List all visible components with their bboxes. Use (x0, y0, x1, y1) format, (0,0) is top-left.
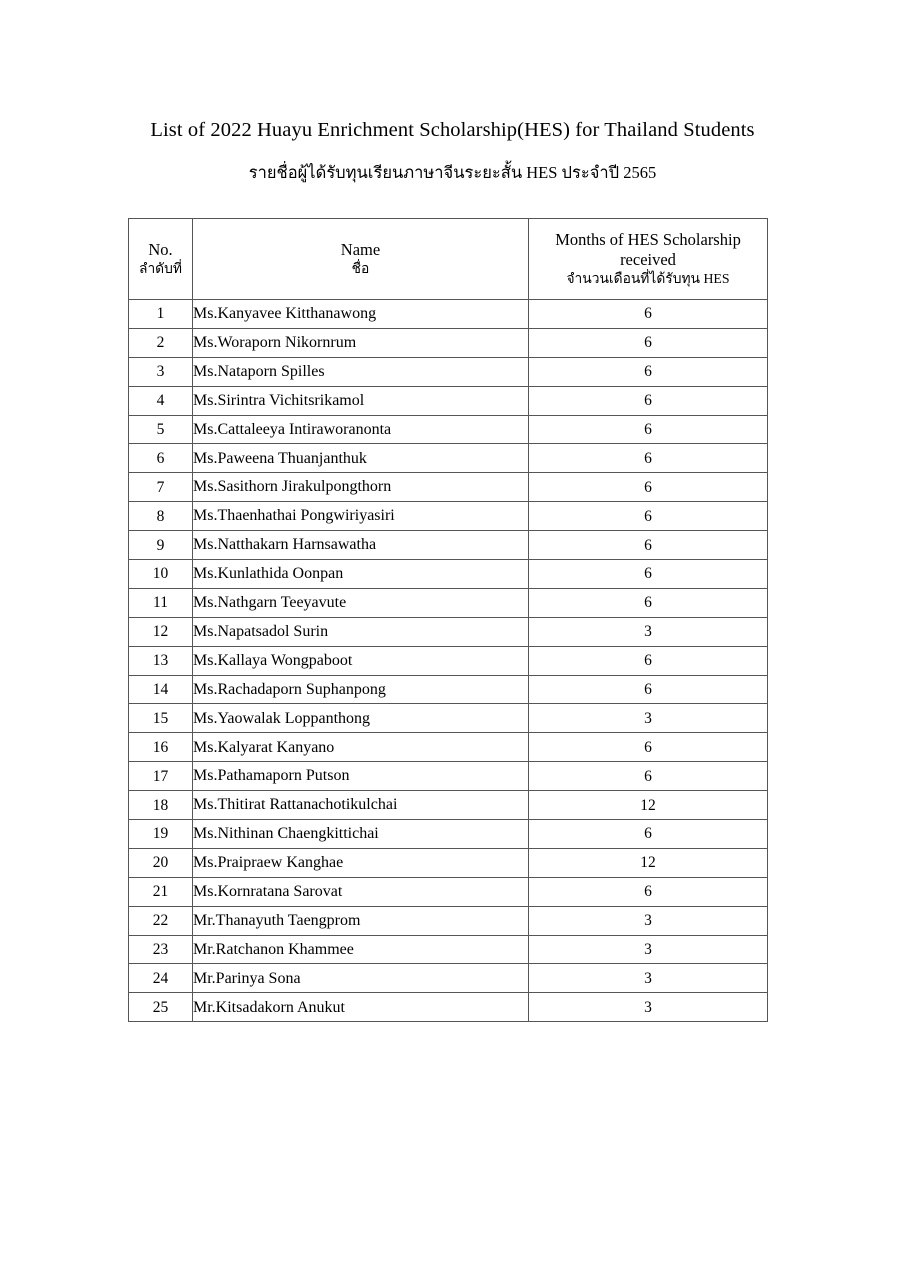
table-row (129, 328, 768, 357)
cell-name: Ms.Nithinan Chaengkittichai (193, 820, 529, 849)
table-row (129, 560, 768, 589)
cell-months: 6 (529, 300, 768, 329)
cell-months: 6 (529, 473, 768, 502)
cell-no: 10 (129, 560, 193, 589)
cell-months: 6 (529, 675, 768, 704)
cell-name: Ms.Thitirat Rattanachotikulchai (193, 791, 529, 820)
cell-name: Ms.Woraporn Nikornrum (193, 328, 529, 357)
cell-name: Mr.Parinya Sona (193, 964, 529, 993)
cell-months: 12 (529, 848, 768, 877)
scholarship-table-container (128, 218, 767, 1022)
cell-months: 6 (529, 357, 768, 386)
table-row (129, 848, 768, 877)
cell-name: Ms.Pathamaporn Putson (193, 762, 529, 791)
column-header-name-th: ชื่อ (351, 261, 370, 277)
cell-no: 5 (129, 415, 193, 444)
table-row (129, 531, 768, 560)
table-row (129, 820, 768, 849)
cell-months: 6 (529, 328, 768, 357)
cell-no: 3 (129, 357, 193, 386)
column-header-no-th: ลำดับที่ (138, 261, 182, 277)
cell-name: Ms.Natthakarn Harnsawatha (193, 531, 529, 560)
cell-months: 6 (529, 560, 768, 589)
cell-name: Ms.Paweena Thuanjanthuk (193, 444, 529, 473)
table-row (129, 357, 768, 386)
table-row (129, 646, 768, 675)
column-header-months-th: จำนวนเดือนที่ได้รับทุน HES (566, 270, 730, 286)
cell-no: 23 (129, 935, 193, 964)
table-row (129, 386, 768, 415)
table-header-row (129, 219, 768, 300)
cell-no: 11 (129, 588, 193, 617)
table-row (129, 444, 768, 473)
column-header-months (529, 219, 768, 300)
cell-months: 6 (529, 588, 768, 617)
cell-name: Ms.Kallaya Wongpaboot (193, 646, 529, 675)
cell-months: 6 (529, 733, 768, 762)
cell-name: Ms.Cattaleeya Intiraworanonta (193, 415, 529, 444)
cell-no: 25 (129, 993, 193, 1022)
cell-name: Ms.Thaenhathai Pongwiriyasiri (193, 502, 529, 531)
cell-months: 6 (529, 762, 768, 791)
table-row (129, 964, 768, 993)
cell-name: Ms.Kornratana Sarovat (193, 877, 529, 906)
cell-name: Ms.Praipraew Kanghae (193, 848, 529, 877)
cell-name: Mr.Kitsadakorn Anukut (193, 993, 529, 1022)
cell-months: 3 (529, 704, 768, 733)
cell-no: 9 (129, 531, 193, 560)
cell-no: 13 (129, 646, 193, 675)
cell-no: 16 (129, 733, 193, 762)
column-header-no-en: No. (148, 240, 173, 260)
column-header-name (193, 219, 529, 300)
cell-name: Ms.Rachadaporn Suphanpong (193, 675, 529, 704)
cell-months: 6 (529, 502, 768, 531)
table-row (129, 935, 768, 964)
cell-name: Mr.Ratchanon Khammee (193, 935, 529, 964)
cell-months: 6 (529, 415, 768, 444)
column-header-months-en: Months of HES Scholarship received (555, 230, 741, 270)
table-row (129, 617, 768, 646)
cell-name: Ms.Napatsadol Surin (193, 617, 529, 646)
cell-no: 17 (129, 762, 193, 791)
cell-months: 6 (529, 531, 768, 560)
cell-no: 8 (129, 502, 193, 531)
table-row (129, 675, 768, 704)
cell-name: Ms.Sasithorn Jirakulpongthorn (193, 473, 529, 502)
cell-months: 6 (529, 646, 768, 675)
cell-no: 4 (129, 386, 193, 415)
scholarship-table (128, 218, 768, 1022)
column-header-no (129, 219, 193, 300)
cell-months: 3 (529, 935, 768, 964)
table-row (129, 762, 768, 791)
cell-no: 2 (129, 328, 193, 357)
cell-months: 3 (529, 964, 768, 993)
cell-name: Ms.Nathgarn Teeyavute (193, 588, 529, 617)
cell-no: 18 (129, 791, 193, 820)
table-row (129, 993, 768, 1022)
cell-no: 14 (129, 675, 193, 704)
cell-months: 6 (529, 820, 768, 849)
page-title: List of 2022 Huayu Enrichment Scholarship(HES) for Thailand Students (150, 119, 755, 141)
cell-name: Ms.Nataporn Spilles (193, 357, 529, 386)
cell-months: 6 (529, 877, 768, 906)
cell-name: Ms.Kalyarat Kanyano (193, 733, 529, 762)
table-row (129, 704, 768, 733)
table-row (129, 588, 768, 617)
cell-no: 22 (129, 906, 193, 935)
cell-name: Mr.Thanayuth Taengprom (193, 906, 529, 935)
cell-no: 15 (129, 704, 193, 733)
table-row (129, 415, 768, 444)
table-row (129, 502, 768, 531)
cell-no: 21 (129, 877, 193, 906)
cell-months: 3 (529, 906, 768, 935)
cell-name: Ms.Yaowalak Loppanthong (193, 704, 529, 733)
cell-no: 6 (129, 444, 193, 473)
table-row (129, 877, 768, 906)
cell-no: 20 (129, 848, 193, 877)
page-subtitle-thai: รายชื่อผู้ได้รับทุนเรียนภาษาจีนระยะสั้น HES ประจำปี 2565 (248, 163, 657, 182)
cell-name: Ms.Sirintra Vichitsrikamol (193, 386, 529, 415)
cell-no: 12 (129, 617, 193, 646)
column-header-name-en: Name (340, 240, 381, 260)
table-body (129, 300, 768, 1022)
cell-no: 1 (129, 300, 193, 329)
cell-name: Ms.Kunlathida Oonpan (193, 560, 529, 589)
table-row (129, 791, 768, 820)
table-header (129, 219, 768, 300)
cell-months: 3 (529, 993, 768, 1022)
table-row (129, 733, 768, 762)
cell-no: 19 (129, 820, 193, 849)
cell-months: 12 (529, 791, 768, 820)
table-row (129, 906, 768, 935)
cell-name: Ms.Kanyavee Kitthanawong (193, 300, 529, 329)
cell-no: 24 (129, 964, 193, 993)
cell-months: 3 (529, 617, 768, 646)
table-row (129, 300, 768, 329)
cell-months: 6 (529, 444, 768, 473)
cell-no: 7 (129, 473, 193, 502)
table-row (129, 473, 768, 502)
cell-months: 6 (529, 386, 768, 415)
